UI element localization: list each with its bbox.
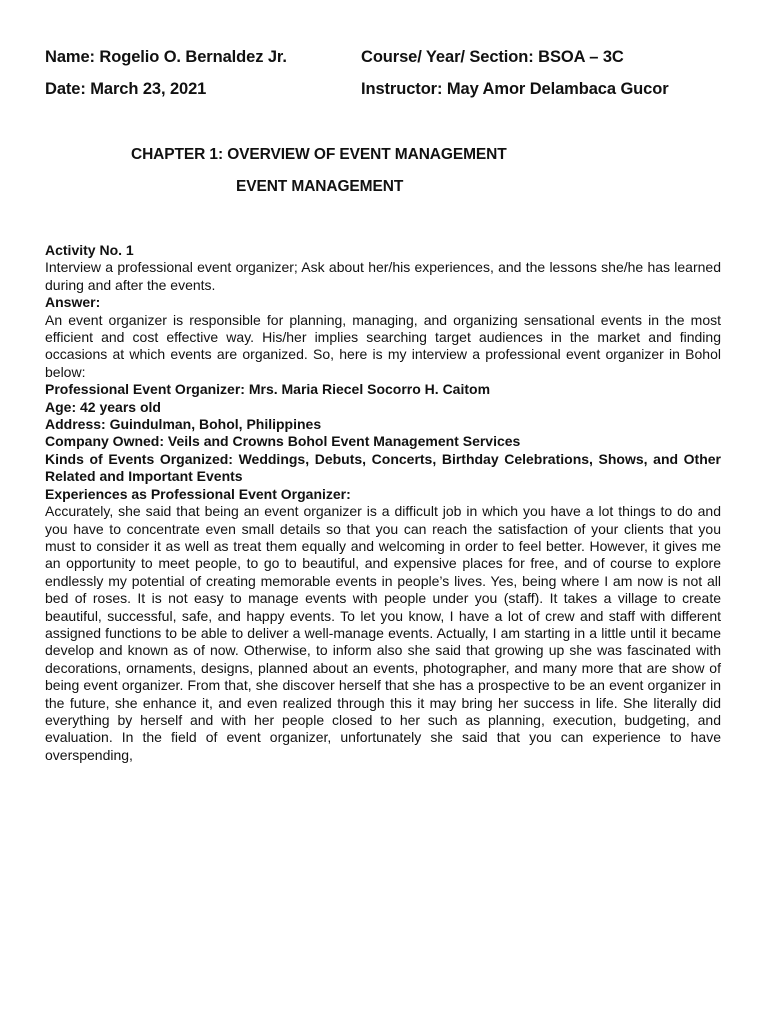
company-owned: Company Owned: Veils and Crowns Bohol Event Management Services	[45, 433, 521, 450]
document-body	[45, 242, 721, 764]
date: Date: March 23, 2021	[45, 80, 207, 98]
answer-heading: Answer:	[45, 294, 101, 311]
organizer-name: Professional Event Organizer: Mrs. Maria Riecel Socorro H. Caitom	[45, 381, 491, 398]
student-name: Name: Rogelio O. Bernaldez Jr.	[45, 48, 287, 66]
experiences-heading: Experiences as Professional Event Organizer:	[45, 485, 351, 502]
instructor: Instructor: May Amor Delambaca Gucor	[361, 80, 669, 98]
activity-text: Interview a professional event organizer; Ask about her/his experiences, and the lessons she/he has learned during and after the events.	[45, 259, 721, 293]
answer-intro: An event organizer is responsible for planning, managing, and organizing sensational events in the most efficient and cost effective way. His/her implies searching target audiences in the market and finding occasions at which events are organized. So, here is my interview a professional event organizer in Bohol below:	[45, 311, 721, 380]
course-section: Course/ Year/ Section: BSOA – 3C	[361, 48, 624, 66]
activity-heading: Activity No. 1	[45, 242, 134, 258]
organizer-address: Address: Guindulman, Bohol, Philippines	[45, 416, 322, 433]
experiences-text: Accurately, she said that being an event organizer is a difficult job in which you have a lot things to do and you have to concentrate even small details so that you can reach the satisfaction of your clients that you must to consider it as well as treat them equally and welcoming in order to feel better. However, it gives me an opportunity to meet people, to go to beautiful, and expensive places for free, and of course to explore endlessly my potential of creating memorable events in people’s lives. Yes, being where I am now is not all bed of roses. It is not easy to manage events with people under you (staff). It takes a village to create beautiful, successful, safe, and happy events. To let you know, I have a lot of crew and staff with different assigned functions to be able to deliver a well-manage events. Actually, I am starting in a little until it became develop and known as of now. Otherwise, to inform also she said that growing up she was fascinated with decorations, ornaments, designs, planned about an events, photographer, and many more that are show of being event organizer. From that, she discover herself that she has a prospective to be an event organizer in the future, she enhance it, and even realized through this it may bring her success in life. She literally did everything by herself and with her people closed to her such as planning, execution, budgeting, and evaluation. In the field of event organizer, unfortunately she said that you can experience to have overspending,	[45, 503, 721, 763]
kinds-of-events: Kinds of Events Organized: Weddings, Debuts, Concerts, Birthday Celebrations, Shows, and Other Related and Important Events	[45, 450, 721, 485]
chapter-title: CHAPTER 1: OVERVIEW OF EVENT MANAGEMENT	[131, 146, 507, 163]
chapter-subtitle: EVENT MANAGEMENT	[236, 178, 404, 195]
organizer-age: Age: 42 years old	[45, 398, 161, 415]
